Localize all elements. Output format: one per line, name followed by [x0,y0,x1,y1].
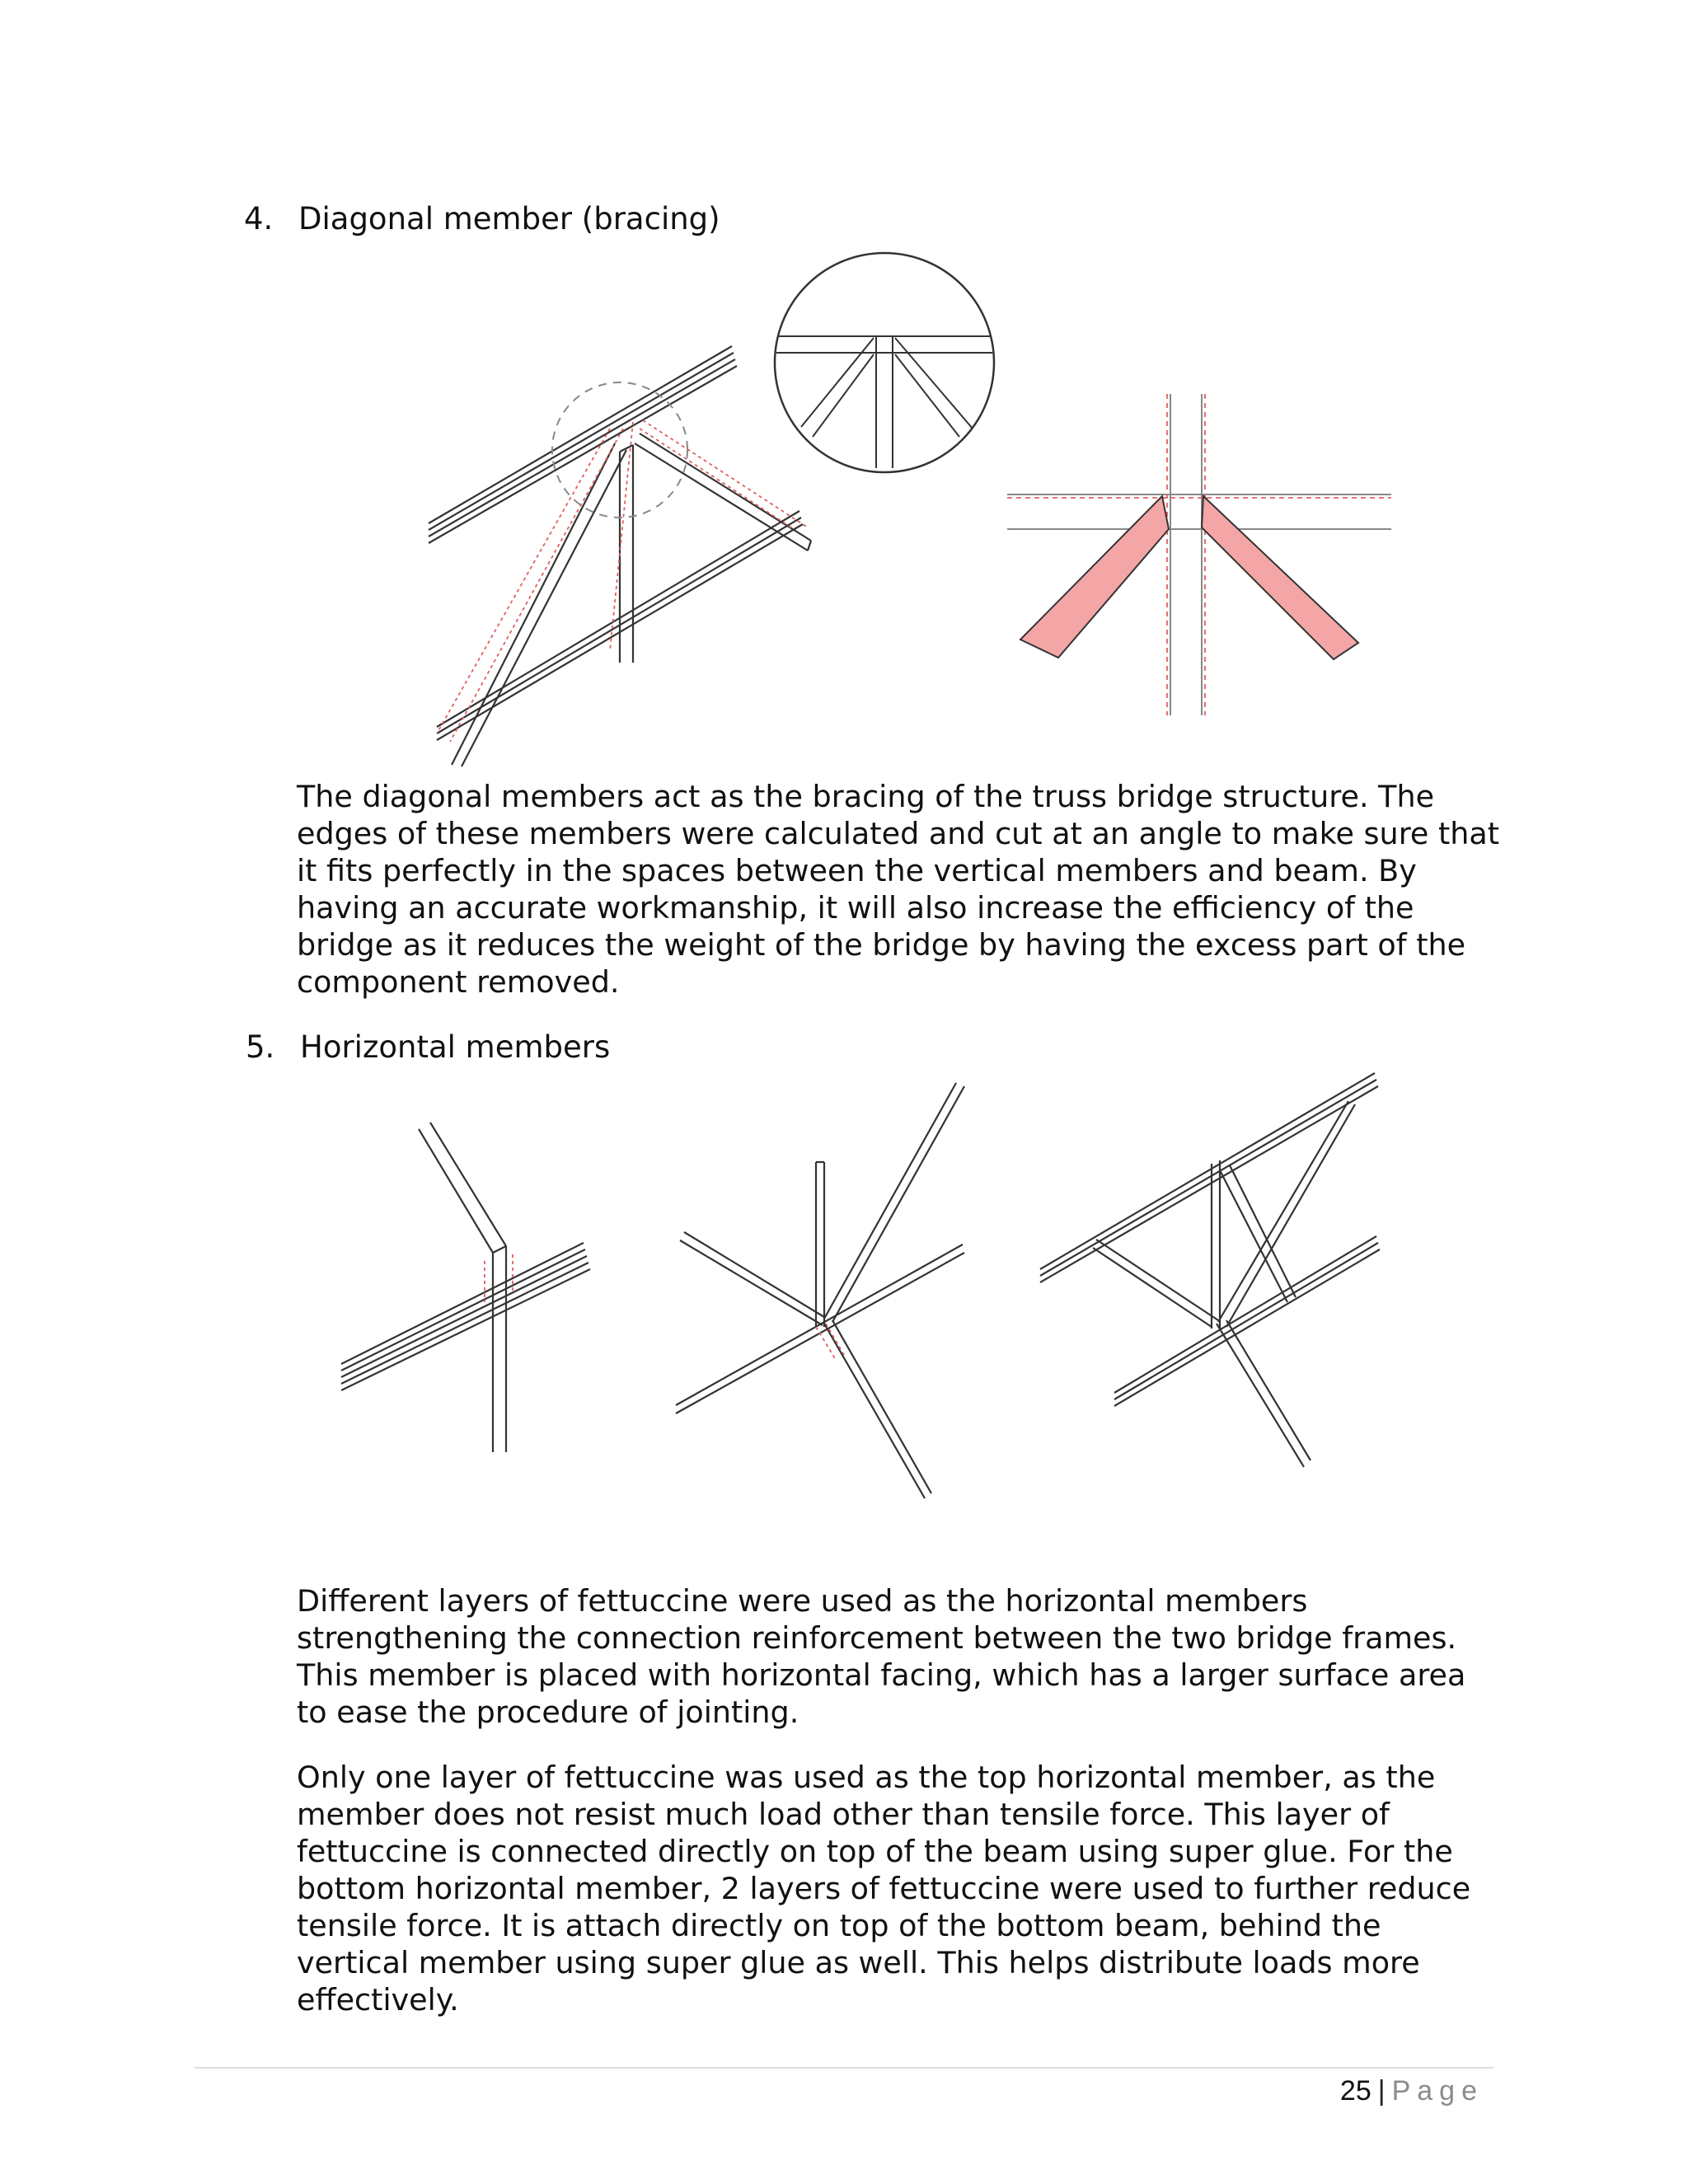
footer-separator: | [1377,2075,1386,2107]
section-5-paragraph-1: Different layers of fettuccine were used as the horizontal members strengthening the connection reinforcement between the two bridge frames. This member is placed with horizontal facing, which has a larger surface area to ease the procedure of jointing. [297,1583,1466,1730]
footer-divider [195,2067,1493,2069]
page-number: 25 [1339,2075,1372,2107]
horizontal-member-drawing-a [341,1122,590,1452]
section-5-paragraph-2: Only one layer of fettuccine was used as the top horizontal member, as the member does not resist much load other than tensile force. This layer of fettuccine is connected directly on top of the beam using super glue. For the bottom horizontal member, 2 layers of fettuccine were used to further reduce tensile force. It is attach directly on top of the bottom beam, behind the vertical member using super glue as well. This helps distribute loads more effectively. [297,1760,1471,2018]
section-5-heading [246,1029,610,1066]
horizontal-member-drawing-b [676,1083,964,1498]
detail-callout-circle [552,382,687,518]
section-5-title: Horizontal members [300,1029,611,1065]
section-4-number: 4. [244,201,274,237]
section-4-heading [244,200,720,238]
right-cut-member-highlight [1202,496,1358,659]
page-footer [1340,2073,1484,2109]
section-5-number: 5. [246,1029,275,1065]
left-cut-member-highlight [1020,496,1169,658]
horizontal-member-drawing-c [1040,1073,1380,1467]
section-4-title: Diagonal member (bracing) [298,201,720,237]
section-4-paragraph: The diagonal members act as the bracing of the truss bridge structure. The edges of these members were calculated and cut at an angle to make sure that it fits perfectly in the spaces between the vertical members and beam. By having an accurate workmanship, it will also increase the efficiency of the bridge as it reduces the weight of the bridge by having the excess part of the component removed. [297,779,1500,1000]
page-label: Page [1391,2075,1484,2107]
